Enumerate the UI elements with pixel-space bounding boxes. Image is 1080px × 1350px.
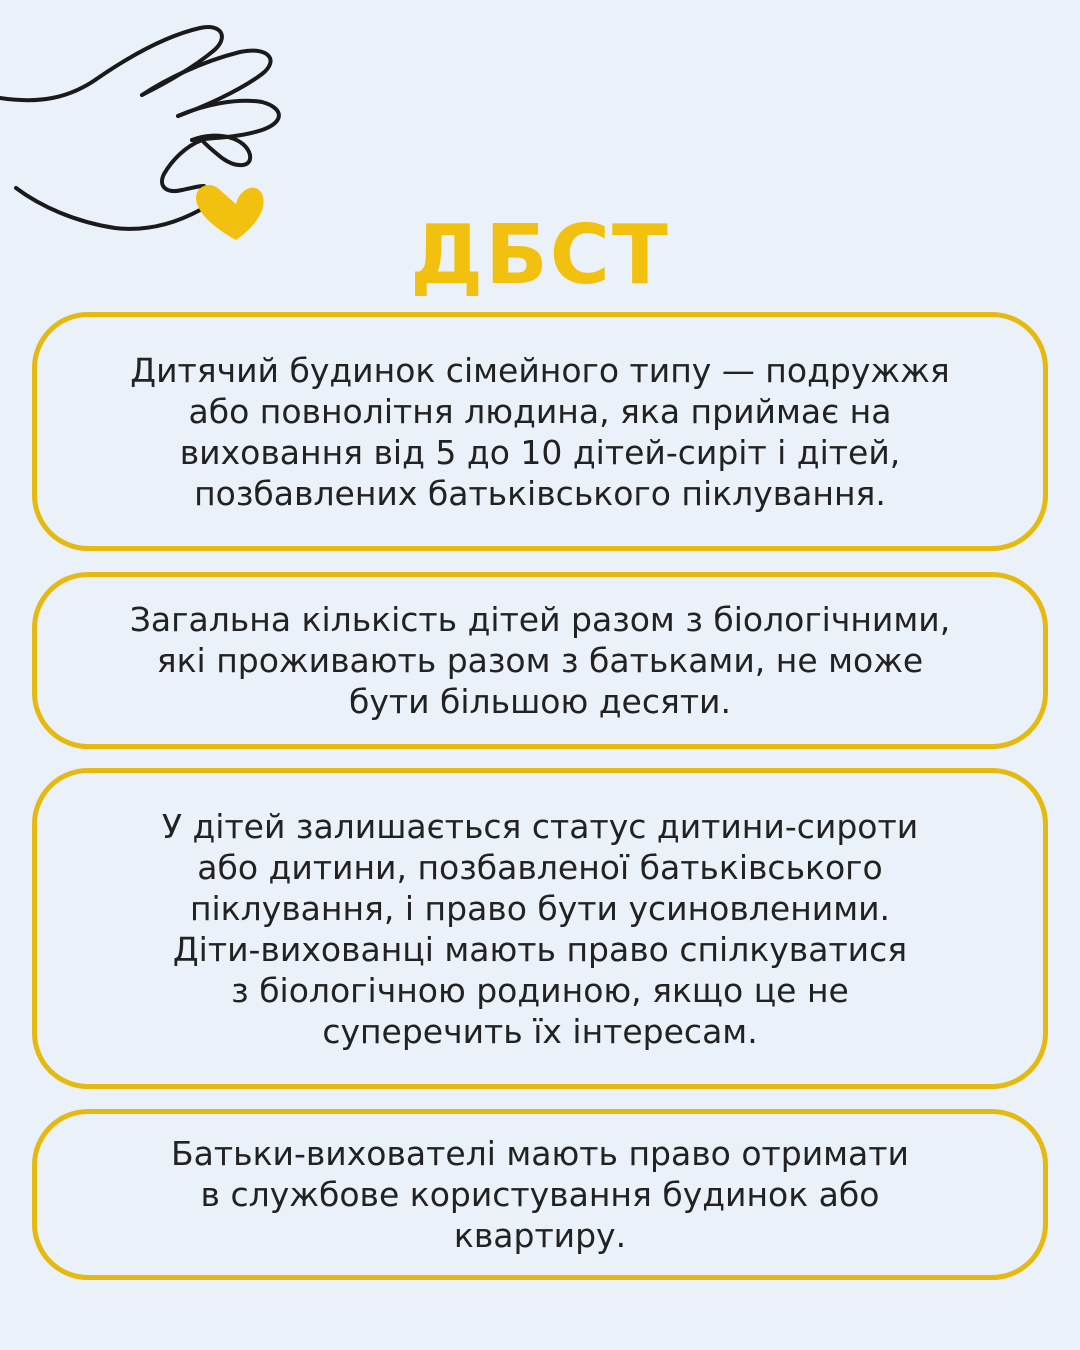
info-card-children-limit [32,572,1048,749]
card-text: Дитячий будинок сімейного типу — подружжя або повнолітня людина, яка приймає на виховання від 5 до 10 дітей-сиріт і дітей, позбавлених батьківського піклування. [130,350,950,513]
info-card-status-rights [32,768,1048,1089]
card-text: У дітей залишається статус дитини-сироти або дитини, позбавленої батьківського піклування, і право бути усиновленими. Діти-вихованці мають право спілкуватися з біологічною родиною, якщо це не суперечить їх інтересам. [161,806,919,1051]
info-card-housing [32,1109,1048,1280]
page-title: ДБСТ [410,208,670,303]
card-text: Батьки-вихователі мають право отримати в службове користування будинок або квартиру. [171,1134,909,1255]
card-text: Загальна кількість дітей разом з біологічними, які проживають разом з батьками, не може бути більшою десяти. [129,600,951,721]
hand-line-icon [0,27,279,229]
info-card-definition [32,312,1048,551]
